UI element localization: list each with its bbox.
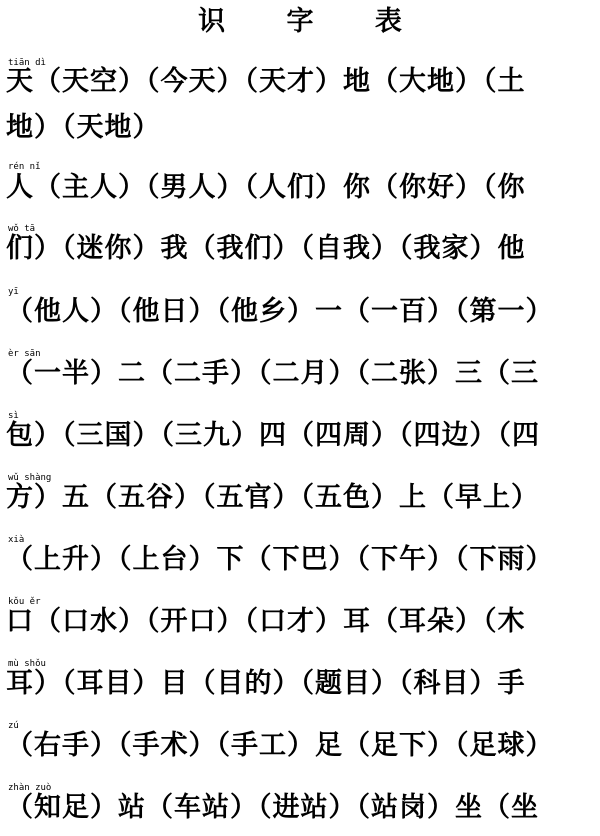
pinyin-row-9: xià (8, 535, 25, 545)
text-line-8: 方）五（五谷）（五官）（五色）上（早上） (6, 482, 539, 513)
text-line-5: （他人）（他日）（他乡）一（一百）（第一） (6, 296, 554, 327)
text-line-7: 包）（三国）（三九）四（四周）（四边）（四 (6, 420, 540, 451)
text-line-11: 耳）（耳目）目（目的）（题目）（科目）手 (6, 668, 526, 699)
pinyin-row-12: zú (8, 721, 19, 731)
text-line-4: 们）（迷你）我（我们）（自我）（我家）他 (6, 233, 526, 264)
pinyin-row-8: wǔ shàng (8, 473, 52, 483)
pinyin-row-1: tiān dì (8, 58, 46, 68)
text-line-10: 口（口水）（开口）（口才）耳（耳朵）（木 (6, 606, 526, 637)
pinyin-row-3: rén nǐ (8, 162, 41, 172)
text-line-13: （知足）站（车站）（进站）（站岗）坐（坐 (6, 792, 539, 823)
text-line-3: 人（主人）（男人）（人们）你（你好）（你 (6, 172, 526, 203)
text-line-6: （一半）二（二手）（二月）（二张）三（三 (6, 358, 539, 389)
pinyin-row-5: yī (8, 287, 19, 297)
pinyin-row-4: wǒ tā (8, 224, 36, 234)
pinyin-row-7: sì (8, 411, 19, 421)
page-title: 识 字 表 (198, 6, 428, 37)
text-line-12: （右手）（手术）（手工）足（足下）（足球） (6, 730, 554, 761)
text-line-2: 地）（天地） (6, 112, 161, 143)
text-line-9: （上升）（上台）下（下巴）（下午）（下雨） (6, 544, 554, 575)
pinyin-row-13: zhàn zuò (8, 783, 52, 793)
text-line-1: 天（天空）（今天）（天才）地（大地）（土 (6, 66, 526, 97)
pinyin-row-6: èr sān (8, 349, 41, 359)
pinyin-row-11: mù shǒu (8, 659, 46, 669)
pinyin-row-10: kǒu ěr (8, 597, 41, 607)
